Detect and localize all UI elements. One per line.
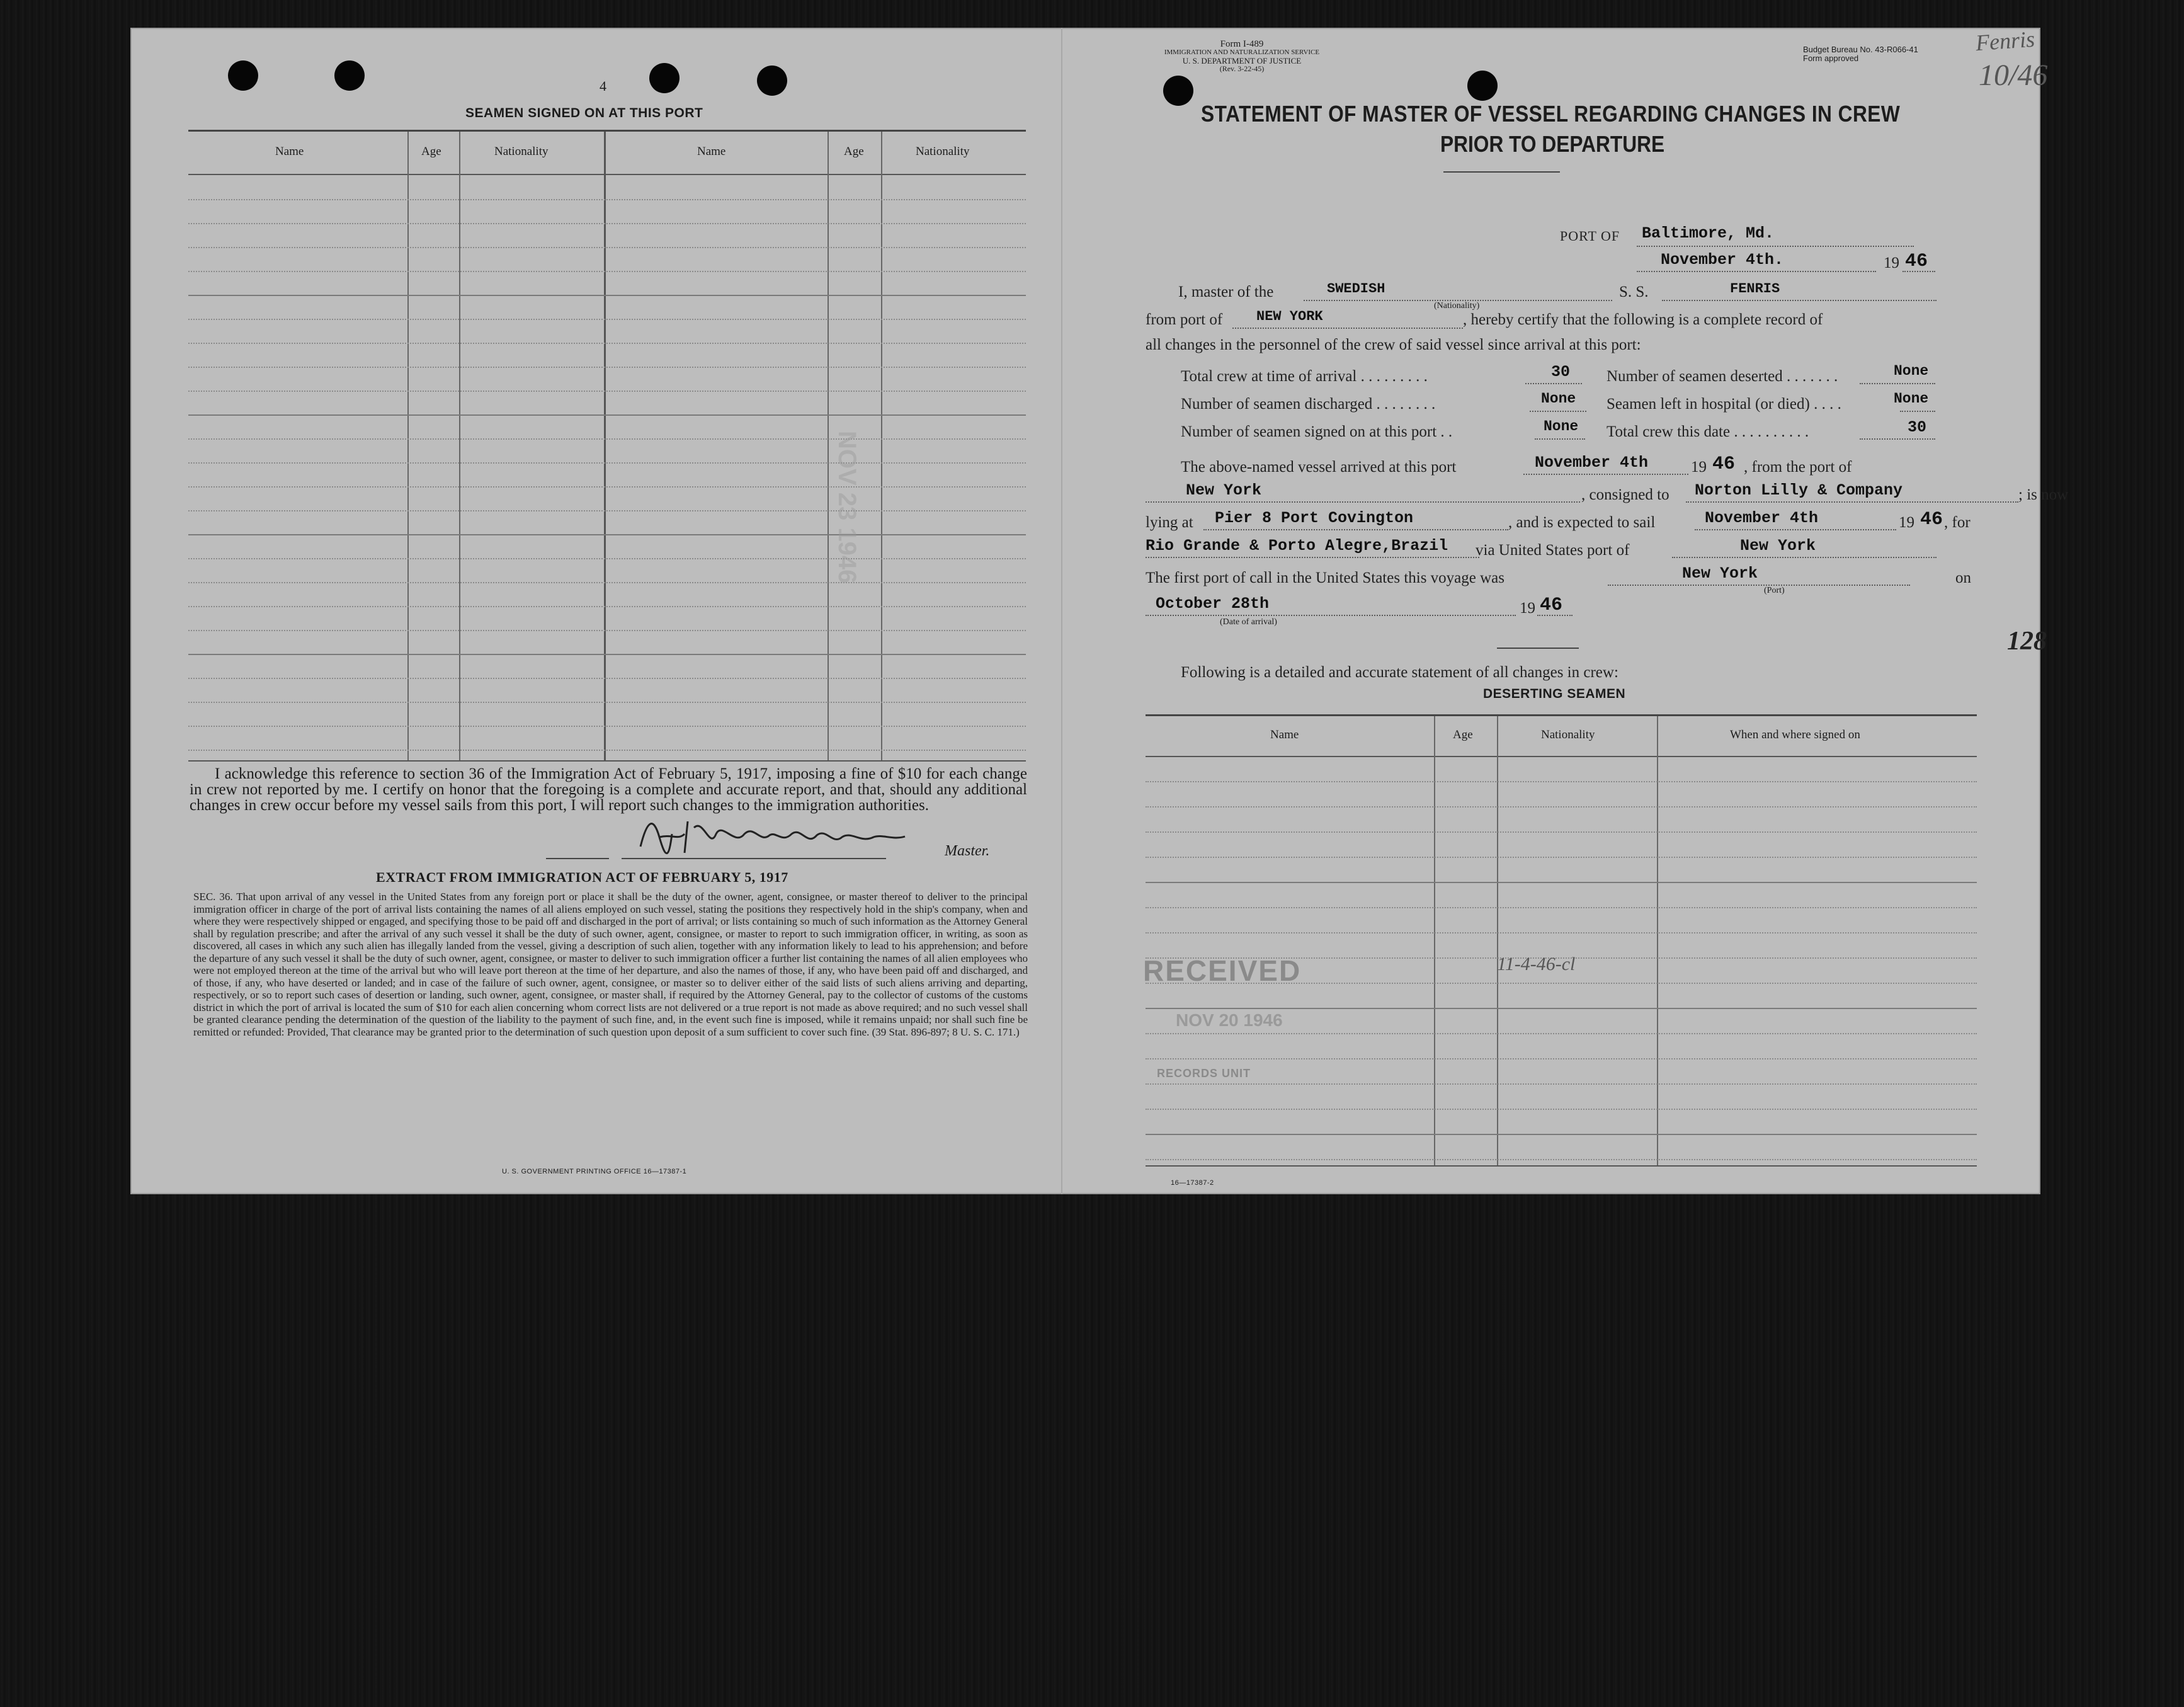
extract-title: EXTRACT FROM IMMIGRATION ACT OF FEBRUARY 5, 1917 <box>376 869 788 885</box>
form-title-line1: STATEMENT OF MASTER OF VESSEL REGARDING CHANGES IN CREW <box>1201 101 1901 127</box>
on-text: on <box>1955 569 1971 586</box>
table-row-rule <box>188 223 1026 224</box>
form-agency: IMMIGRATION AND NATURALIZATION SERVICE <box>1164 49 1320 56</box>
discharged-field <box>1530 411 1586 412</box>
arrived-year-prefix <box>1691 459 1707 476</box>
first-year: 46 <box>1540 595 1563 616</box>
table-row-rule <box>188 558 1026 559</box>
year-prefix-text: 19 <box>1899 514 1914 531</box>
arrived-text: The above-named vessel arrived at this port <box>1181 459 1457 476</box>
signed-on-label: Number of seamen signed on at this port . . <box>1181 423 1453 440</box>
year-prefix-text: 19 <box>1520 600 1535 617</box>
is-now: ; is now <box>2018 486 2069 503</box>
form-number: Form I-489 <box>1220 39 1264 49</box>
master-signature <box>634 809 911 869</box>
table-row-rule <box>1146 932 1977 933</box>
nationality-caption: (Nationality) <box>1434 301 1480 311</box>
table-row-rule <box>188 486 1026 488</box>
from-port-field <box>1232 328 1463 329</box>
handwritten-ship-name: Fenris <box>1974 26 2036 56</box>
handwritten-number: 128 <box>2007 627 2047 656</box>
punch-hole <box>1163 76 1193 106</box>
hospital-value: None <box>1894 391 1929 407</box>
table-row-rule <box>188 295 1026 296</box>
total-this-date-field <box>1860 438 1935 440</box>
table-row-rule <box>188 582 1026 583</box>
following-text: Following is a detailed and accurate statement of all changes in crew: <box>1181 664 1618 681</box>
section-divider <box>1497 648 1579 649</box>
table-row-rule <box>1146 1109 1977 1110</box>
from-port-value: NEW YORK <box>1256 309 1323 324</box>
table-row-rule <box>1146 882 1977 883</box>
first-port-field <box>1608 585 1910 586</box>
table-header-rule <box>188 174 1026 175</box>
col-header-name: Name <box>697 145 726 158</box>
punch-hole <box>228 60 258 91</box>
col-header-age: Age <box>844 145 864 158</box>
table-row-rule <box>188 438 1026 440</box>
deserting-table-top <box>1146 714 1977 716</box>
col-header-nationality: Nationality <box>916 145 970 158</box>
table-row-rule <box>1146 781 1977 782</box>
received-date-stamp: NOV 20 1946 <box>1176 1010 1283 1030</box>
total-this-date-value: 30 <box>1908 418 1927 437</box>
table-row-rule <box>1146 1159 1977 1160</box>
deserting-seamen-title: DESERTING SEAMEN <box>1483 687 1626 701</box>
col-header-name: Name <box>1270 728 1299 741</box>
col-header-name: Name <box>275 145 304 158</box>
table-row-rule <box>188 319 1026 320</box>
table-row-rule <box>188 414 1026 416</box>
master-of-the-label: I, master of the <box>1178 283 1274 300</box>
year-prefix <box>1884 254 1899 272</box>
first-port-text: The first port of call in the United States this voyage was <box>1146 569 1505 586</box>
column-divider <box>828 132 829 762</box>
year-prefix-text: 19 <box>1884 254 1899 271</box>
sail-year-prefix <box>1899 514 1914 532</box>
signature-line <box>622 858 886 859</box>
signed-on-value: None <box>1544 418 1579 435</box>
total-this-date-label: Total crew this date . . . . . . . . . . <box>1607 423 1809 440</box>
date-year: 46 <box>1905 251 1928 272</box>
table-row-rule <box>188 271 1026 272</box>
signed-on-field <box>1535 438 1585 440</box>
pier-field <box>1203 529 1508 530</box>
arrived-date: November 4th <box>1535 454 1649 472</box>
column-divider <box>1657 716 1658 1167</box>
table-row-rule <box>1146 831 1977 833</box>
from-port-label: from port of <box>1146 311 1223 328</box>
column-divider <box>1434 716 1435 1167</box>
port-caption: (Port) <box>1764 586 1785 595</box>
table-row-rule <box>1146 907 1977 908</box>
column-divider <box>1497 716 1498 1167</box>
col-header-signed-on: When and where signed on <box>1730 728 1860 741</box>
first-date-field <box>1146 615 1516 616</box>
printer-line-right: 16—17387-2 <box>1171 1179 1214 1187</box>
table-row-rule <box>1146 1083 1977 1085</box>
table-row-rule <box>188 534 1026 535</box>
form-approved: Form approved <box>1803 54 1859 63</box>
table-row-rule <box>188 702 1026 703</box>
seamen-signed-title: SEAMEN SIGNED ON AT THIS PORT <box>465 106 703 120</box>
ship-name-field <box>1662 300 1937 301</box>
expected-text: , and is expected to sail <box>1508 514 1656 531</box>
printer-line-left: U. S. GOVERNMENT PRINTING OFFICE 16—17387-1 <box>502 1168 687 1175</box>
title-rule <box>1443 171 1560 173</box>
deserting-table-bottom <box>1146 1165 1977 1167</box>
column-divider <box>407 132 409 762</box>
extract-text: SEC. 36. That upon arrival of any vessel in the United States from any foreign port or place it shall be the duty of the owner, agent, consignee, or master thereof to deliver to the principal immigration officer in charge of the port of arrival lists containing the names of all aliens employed on such vessel, stating the positions they respectively hold in the ship's company, when and where they were respectively shipped or engaged, and specifying those to be paid off and discharged in the port of arrival; or lists containing so much of such information as the Attorney General shall by regulation prescribe; and after the arrival of any such vessel it shall be the duty of such owner, agent, consignee, or master to report to such immigration officer, in writing, as soon as discovered, all cases in which any such alien has illegally landed from the vessel, giving a description of such alien, together with any information likely to lead to his apprehension; and before the departure of any such vessel it shall be the duty of such owner, agent, consignee, or master to deliver to such immigration officer a further list containing the names of all alien employees who were not employed thereon at the time of the arrival but who will leave port thereon at the time of her departure, and also the names of those, if any, who have been paid off and discharged, and of those, if any, who have deserted or landed; and in case of the failure of such owner, agent, consignee, or master so to deliver either of the said lists of such aliens arriving and departing, respectively, or so to report such cases of desertion or landing, such owner, agent, consignee, or master shall, if required by the Attorney General, pay to the collector of customs of the customs district in which the port of arrival is located the sum of $10 for each alien concerning whom correct lists are not delivered or a true report is not made as above required; and no such vessel shall be granted clearance pending the determination of the question of the liability to the payment of such fine, and, in the event such fine is imposed, while it remains unpaid; nor shall such fine be remitted or refunded: Provided, That clearance may be granted prior to the determination of such question upon deposit of a sum sufficient to cover such fine. (39 Stat. 896-897; 8 U. S. C. 171.) <box>193 891 1028 1038</box>
handwritten-row-note: 11-4-46-cl <box>1497 954 1576 974</box>
form-title-line2: PRIOR TO DEPARTURE <box>1440 131 1665 157</box>
discharged-value: None <box>1541 391 1576 407</box>
handwritten-date: 10/46 <box>1979 59 2048 92</box>
col-header-age: Age <box>421 145 441 158</box>
arrived-year: 46 <box>1712 454 1736 475</box>
col-header-nationality: Nationality <box>1541 728 1595 741</box>
nationality-value: SWEDISH <box>1327 281 1385 297</box>
arrived-date-field <box>1523 474 1688 475</box>
date-field <box>1637 271 1876 272</box>
consignee-field <box>1686 501 2018 503</box>
deserted-value: None <box>1894 363 1929 379</box>
table-row-rule <box>1146 1033 1977 1034</box>
faint-date-stamp: NOV 23 1946 <box>833 431 861 584</box>
deserted-field <box>1860 383 1935 384</box>
sail-year: 46 <box>1920 509 1943 530</box>
from-the-port-of: , from the port of <box>1744 459 1852 476</box>
table-row-rule <box>188 343 1026 344</box>
hospital-label: Seamen left in hospital (or died) . . . . <box>1607 396 1841 413</box>
port-value: Baltimore, Md. <box>1642 224 1775 243</box>
col-header-nationality: Nationality <box>494 145 549 158</box>
first-port-value: New York <box>1682 564 1758 583</box>
for-text: , for <box>1944 514 1971 531</box>
year-prefix-text: 19 <box>1691 459 1707 476</box>
ship-name: FENRIS <box>1730 281 1780 297</box>
total-arrival-label: Total crew at time of arrival . . . . . . . . . <box>1181 368 1428 385</box>
date-value: November 4th. <box>1661 251 1784 269</box>
table-row-rule <box>188 630 1026 631</box>
sail-date: November 4th <box>1705 509 1819 527</box>
sail-date-field <box>1695 529 1896 530</box>
port-field <box>1637 246 1914 247</box>
table-row-rule <box>188 654 1026 655</box>
table-row-rule <box>188 606 1026 607</box>
table-row-rule <box>188 391 1026 392</box>
page-fold <box>1061 28 1062 1194</box>
hospital-field <box>1900 411 1935 412</box>
table-row-rule <box>1146 1058 1977 1059</box>
form-header <box>1141 40 1343 73</box>
records-unit-stamp: RECORDS UNIT <box>1157 1067 1251 1080</box>
via-port-field <box>1672 557 1937 558</box>
table-row-rule <box>188 750 1026 751</box>
via-text: via United States port of <box>1476 542 1630 559</box>
discharged-label: Number of seamen discharged . . . . . . . . <box>1181 396 1436 413</box>
form-department: U. S. DEPARTMENT OF JUSTICE <box>1182 56 1302 66</box>
acknowledgment-text: I acknowledge this reference to section 36 of the Immigration Act of February 5, 1917, imposing a fine of $10 for each change in crew not reported by me. I certify on honor that the foregoing is a complete and accurate report, and that, should any additional changes in crew occur before my vessel sails from this port, I will report such changes to the immigration authorities. <box>190 765 1027 814</box>
table-row-rule <box>1146 1008 1977 1009</box>
year-field <box>1902 271 1935 272</box>
received-stamp: RECEIVED <box>1143 954 1302 987</box>
punch-hole <box>649 63 680 93</box>
total-arrival-value: 30 <box>1551 363 1571 381</box>
extract-divider <box>546 858 609 859</box>
destination-field <box>1146 557 1479 558</box>
deserted-label: Number of seamen deserted . . . . . . . <box>1607 368 1838 385</box>
from-port2-field <box>1146 501 1580 503</box>
certify-text-2: all changes in the personnel of the crew of said vessel since arrival at this port: <box>1146 336 1641 353</box>
deserting-header-rule <box>1146 756 1977 757</box>
table-row-rule <box>188 678 1026 679</box>
table-top-rule <box>188 130 1026 132</box>
budget-number: Budget Bureau No. 43-R066-41 <box>1803 45 1918 54</box>
table-row-rule <box>188 726 1026 727</box>
first-year-prefix <box>1520 600 1535 617</box>
table-row-rule <box>188 199 1026 200</box>
budget-header <box>1803 45 1918 63</box>
table-bottom-rule <box>188 760 1026 762</box>
column-divider <box>459 132 460 762</box>
port-label: PORT OF <box>1560 228 1620 244</box>
table-row-rule <box>188 510 1026 511</box>
first-date: October 28th <box>1156 595 1270 613</box>
table-row-rule <box>188 247 1026 248</box>
consigned-text: , consigned to <box>1581 486 1669 503</box>
punch-hole <box>1467 71 1498 101</box>
pier: Pier 8 Port Covington <box>1215 509 1414 527</box>
col-header-age: Age <box>1453 728 1473 741</box>
lying-at: lying at <box>1146 514 1193 531</box>
destination: Rio Grande & Porto Alegre,Brazil <box>1146 537 1448 555</box>
from-port2: New York <box>1186 481 1262 500</box>
table-row-rule <box>188 462 1026 464</box>
ss-label: S. S. <box>1619 283 1649 300</box>
document-sheet <box>130 26 2069 1194</box>
column-divider <box>881 132 882 762</box>
first-year-field <box>1537 615 1573 616</box>
punch-hole <box>757 66 787 96</box>
punch-hole <box>334 60 365 91</box>
table-row-rule <box>1146 1134 1977 1135</box>
via-port: New York <box>1740 537 1816 555</box>
consignee: Norton Lilly & Company <box>1695 481 1903 500</box>
table-row-rule <box>1146 806 1977 808</box>
table-row-rule <box>1146 857 1977 858</box>
date-arrival-caption: (Date of arrival) <box>1220 617 1277 627</box>
form-revision: (Rev. 3-22-45) <box>1219 64 1265 73</box>
column-divider <box>604 132 606 762</box>
master-label: Master. <box>945 843 990 859</box>
page-number: 4 <box>600 78 606 94</box>
total-arrival-field <box>1525 383 1582 384</box>
certify-text: , hereby certify that the following is a complete record of <box>1463 311 1823 328</box>
table-row-rule <box>188 367 1026 368</box>
